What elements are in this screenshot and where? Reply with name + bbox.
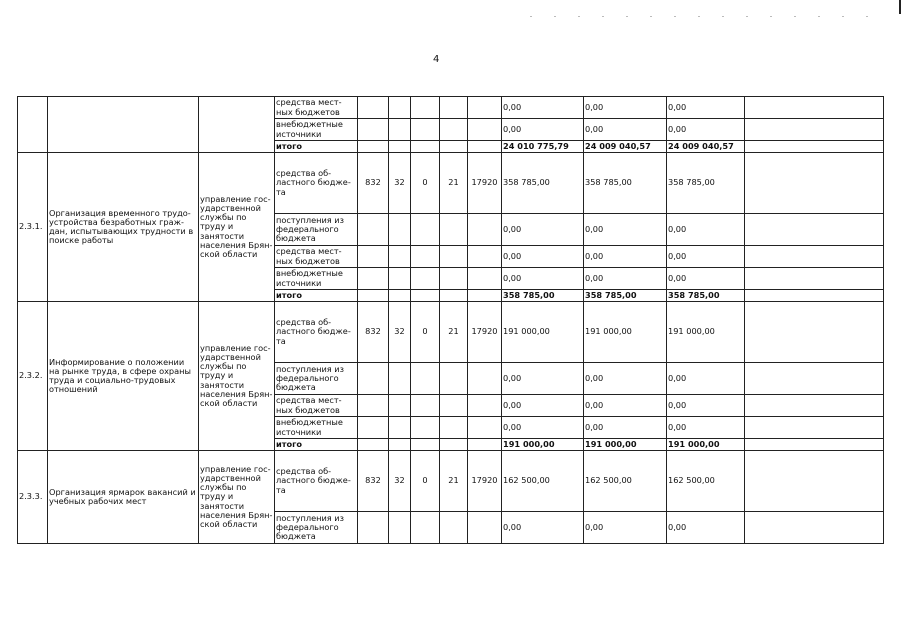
amount-year-3: 24 009 040,57 <box>667 141 745 153</box>
amount-year-3: 0,00 <box>667 246 745 268</box>
amount-year-2: 0,00 <box>584 512 667 544</box>
amount-year-2: 358 785,00 <box>584 153 667 214</box>
kbk-direction: 17920 <box>468 153 502 214</box>
amount-year-2: 0,00 <box>584 214 667 246</box>
kbk-main-event <box>440 290 468 302</box>
kbk-main-event: 21 <box>440 451 468 512</box>
amount-year-1: 0,00 <box>502 246 584 268</box>
kbk-main-event <box>440 246 468 268</box>
kbk-ministry <box>358 268 389 290</box>
kbk-subprogram <box>411 97 440 119</box>
item-executor: управление гос-ударственной службы по труду и занятости населения Брян-ской области <box>199 451 275 544</box>
funding-source-label: внебюджетные источники <box>275 417 358 439</box>
kbk-main-event: 21 <box>440 302 468 363</box>
kbk-ministry <box>358 246 389 268</box>
indicator-cell <box>745 439 884 451</box>
funding-source-label: итого <box>275 439 358 451</box>
funding-source-label: поступления из федерального бюджета <box>275 363 358 395</box>
kbk-program <box>389 214 411 246</box>
kbk-ministry <box>358 141 389 153</box>
amount-year-2: 191 000,00 <box>584 439 667 451</box>
source-row <box>18 302 884 363</box>
amount-year-3: 0,00 <box>667 268 745 290</box>
page-number: 4 <box>433 54 440 65</box>
kbk-ministry <box>358 512 389 544</box>
kbk-subprogram: 0 <box>411 302 440 363</box>
kbk-direction <box>468 417 502 439</box>
amount-year-3: 0,00 <box>667 119 745 141</box>
indicator-cell <box>745 417 884 439</box>
indicator-cell <box>745 97 884 119</box>
amount-year-1: 0,00 <box>502 97 584 119</box>
kbk-subprogram: 0 <box>411 451 440 512</box>
kbk-main-event <box>440 214 468 246</box>
indicator-cell <box>745 246 884 268</box>
scan-edge-mark <box>899 0 901 14</box>
amount-year-1: 191 000,00 <box>502 439 584 451</box>
kbk-main-event <box>440 417 468 439</box>
item-code: 2.3.3. <box>18 451 48 544</box>
amount-year-3: 0,00 <box>667 395 745 417</box>
funding-source-label: внебюджетные источники <box>275 268 358 290</box>
kbk-subprogram: 0 <box>411 153 440 214</box>
kbk-subprogram <box>411 214 440 246</box>
amount-year-1: 358 785,00 <box>502 153 584 214</box>
indicator-cell <box>745 214 884 246</box>
kbk-subprogram <box>411 268 440 290</box>
kbk-ministry <box>358 290 389 302</box>
amount-year-2: 191 000,00 <box>584 302 667 363</box>
kbk-ministry <box>358 439 389 451</box>
amount-year-2: 0,00 <box>584 395 667 417</box>
amount-year-2: 358 785,00 <box>584 290 667 302</box>
kbk-program <box>389 363 411 395</box>
kbk-program <box>389 290 411 302</box>
amount-year-2: 0,00 <box>584 417 667 439</box>
kbk-program <box>389 141 411 153</box>
kbk-direction <box>468 363 502 395</box>
kbk-subprogram <box>411 395 440 417</box>
kbk-ministry: 832 <box>358 302 389 363</box>
kbk-main-event <box>440 119 468 141</box>
kbk-direction <box>468 512 502 544</box>
funding-source-label: поступления из федерального бюджета <box>275 214 358 246</box>
indicator-cell <box>745 302 884 363</box>
kbk-main-event <box>440 268 468 290</box>
amount-year-1: 0,00 <box>502 395 584 417</box>
kbk-direction: 17920 <box>468 302 502 363</box>
amount-year-2: 0,00 <box>584 119 667 141</box>
item-executor <box>199 97 275 153</box>
kbk-direction <box>468 395 502 417</box>
amount-year-2: 0,00 <box>584 246 667 268</box>
kbk-program: 32 <box>389 153 411 214</box>
item-code: 2.3.1. <box>18 153 48 302</box>
kbk-main-event <box>440 363 468 395</box>
item-code: 2.3.2. <box>18 302 48 451</box>
amount-year-1: 358 785,00 <box>502 290 584 302</box>
indicator-cell <box>745 363 884 395</box>
kbk-program <box>389 268 411 290</box>
amount-year-2: 24 009 040,57 <box>584 141 667 153</box>
amount-year-3: 0,00 <box>667 214 745 246</box>
indicator-cell <box>745 141 884 153</box>
amount-year-1: 162 500,00 <box>502 451 584 512</box>
indicator-cell <box>745 290 884 302</box>
kbk-subprogram <box>411 119 440 141</box>
indicator-cell <box>745 451 884 512</box>
funding-source-label: итого <box>275 141 358 153</box>
kbk-ministry <box>358 363 389 395</box>
kbk-direction <box>468 119 502 141</box>
kbk-main-event <box>440 439 468 451</box>
kbk-program <box>389 439 411 451</box>
amount-year-3: 0,00 <box>667 363 745 395</box>
kbk-direction <box>468 97 502 119</box>
amount-year-3: 358 785,00 <box>667 153 745 214</box>
kbk-subprogram <box>411 246 440 268</box>
amount-year-3: 191 000,00 <box>667 302 745 363</box>
kbk-ministry <box>358 417 389 439</box>
amount-year-1: 0,00 <box>502 268 584 290</box>
kbk-main-event: 21 <box>440 153 468 214</box>
funding-source-label: средства об-ластного бюдже-та <box>275 302 358 363</box>
item-name <box>48 97 199 153</box>
kbk-main-event <box>440 141 468 153</box>
amount-year-2: 0,00 <box>584 363 667 395</box>
kbk-main-event <box>440 395 468 417</box>
amount-year-1: 191 000,00 <box>502 302 584 363</box>
kbk-subprogram <box>411 417 440 439</box>
source-row <box>18 451 884 512</box>
item-name: Организация временного трудо-устройства безработных граж-дан, испытывающих трудности в поиске работы <box>48 153 199 302</box>
item-name: Информирование о положении на рынке труда, в сфере охраны труда и социально-трудовых отношений <box>48 302 199 451</box>
kbk-subprogram <box>411 290 440 302</box>
amount-year-1: 0,00 <box>502 512 584 544</box>
amount-year-3: 0,00 <box>667 512 745 544</box>
amount-year-1: 24 010 775,79 <box>502 141 584 153</box>
kbk-program <box>389 417 411 439</box>
item-code <box>18 97 48 153</box>
kbk-direction: 17920 <box>468 451 502 512</box>
funding-source-label: итого <box>275 290 358 302</box>
amount-year-3: 191 000,00 <box>667 439 745 451</box>
kbk-subprogram <box>411 363 440 395</box>
scan-noise <box>530 16 890 17</box>
kbk-main-event <box>440 97 468 119</box>
kbk-ministry <box>358 97 389 119</box>
source-row <box>18 153 884 214</box>
amount-year-1: 0,00 <box>502 417 584 439</box>
funding-source-label: средства об-ластного бюдже-та <box>275 451 358 512</box>
kbk-ministry <box>358 395 389 417</box>
funding-source-label: поступления из федерального бюджета <box>275 512 358 544</box>
item-executor: управление гос-ударственной службы по труду и занятости населения Брян-ской области <box>199 302 275 451</box>
kbk-ministry <box>358 119 389 141</box>
amount-year-1: 0,00 <box>502 119 584 141</box>
amount-year-1: 0,00 <box>502 214 584 246</box>
kbk-program <box>389 512 411 544</box>
kbk-program <box>389 246 411 268</box>
amount-year-3: 0,00 <box>667 97 745 119</box>
kbk-direction <box>468 439 502 451</box>
amount-year-3: 0,00 <box>667 417 745 439</box>
kbk-ministry: 832 <box>358 451 389 512</box>
kbk-subprogram <box>411 512 440 544</box>
kbk-direction <box>468 290 502 302</box>
kbk-direction <box>468 246 502 268</box>
kbk-direction <box>468 141 502 153</box>
kbk-ministry <box>358 214 389 246</box>
indicator-cell <box>745 395 884 417</box>
amount-year-2: 0,00 <box>584 97 667 119</box>
kbk-program: 32 <box>389 451 411 512</box>
funding-source-label: средства мест-ных бюджетов <box>275 395 358 417</box>
item-name: Организация ярмарок вакансий и учебных рабочих мест <box>48 451 199 544</box>
indicator-cell <box>745 119 884 141</box>
funding-source-label: средства мест-ных бюджетов <box>275 97 358 119</box>
kbk-program <box>389 97 411 119</box>
kbk-program: 32 <box>389 302 411 363</box>
item-executor: управление гос-ударственной службы по труду и занятости населения Брян-ской области <box>199 153 275 302</box>
kbk-direction <box>468 214 502 246</box>
kbk-subprogram <box>411 141 440 153</box>
amount-year-3: 162 500,00 <box>667 451 745 512</box>
budget-table <box>17 96 884 544</box>
kbk-direction <box>468 268 502 290</box>
kbk-subprogram <box>411 439 440 451</box>
funding-source-label: средства об-ластного бюдже-та <box>275 153 358 214</box>
indicator-cell <box>745 153 884 214</box>
indicator-cell <box>745 512 884 544</box>
amount-year-1: 0,00 <box>502 363 584 395</box>
indicator-cell <box>745 268 884 290</box>
amount-year-2: 0,00 <box>584 268 667 290</box>
table-body <box>18 97 884 544</box>
amount-year-3: 358 785,00 <box>667 290 745 302</box>
kbk-program <box>389 119 411 141</box>
funding-source-label: внебюджетные источники <box>275 119 358 141</box>
kbk-program <box>389 395 411 417</box>
amount-year-2: 162 500,00 <box>584 451 667 512</box>
kbk-ministry: 832 <box>358 153 389 214</box>
kbk-main-event <box>440 512 468 544</box>
funding-source-label: средства мест-ных бюджетов <box>275 246 358 268</box>
source-row <box>18 97 884 119</box>
